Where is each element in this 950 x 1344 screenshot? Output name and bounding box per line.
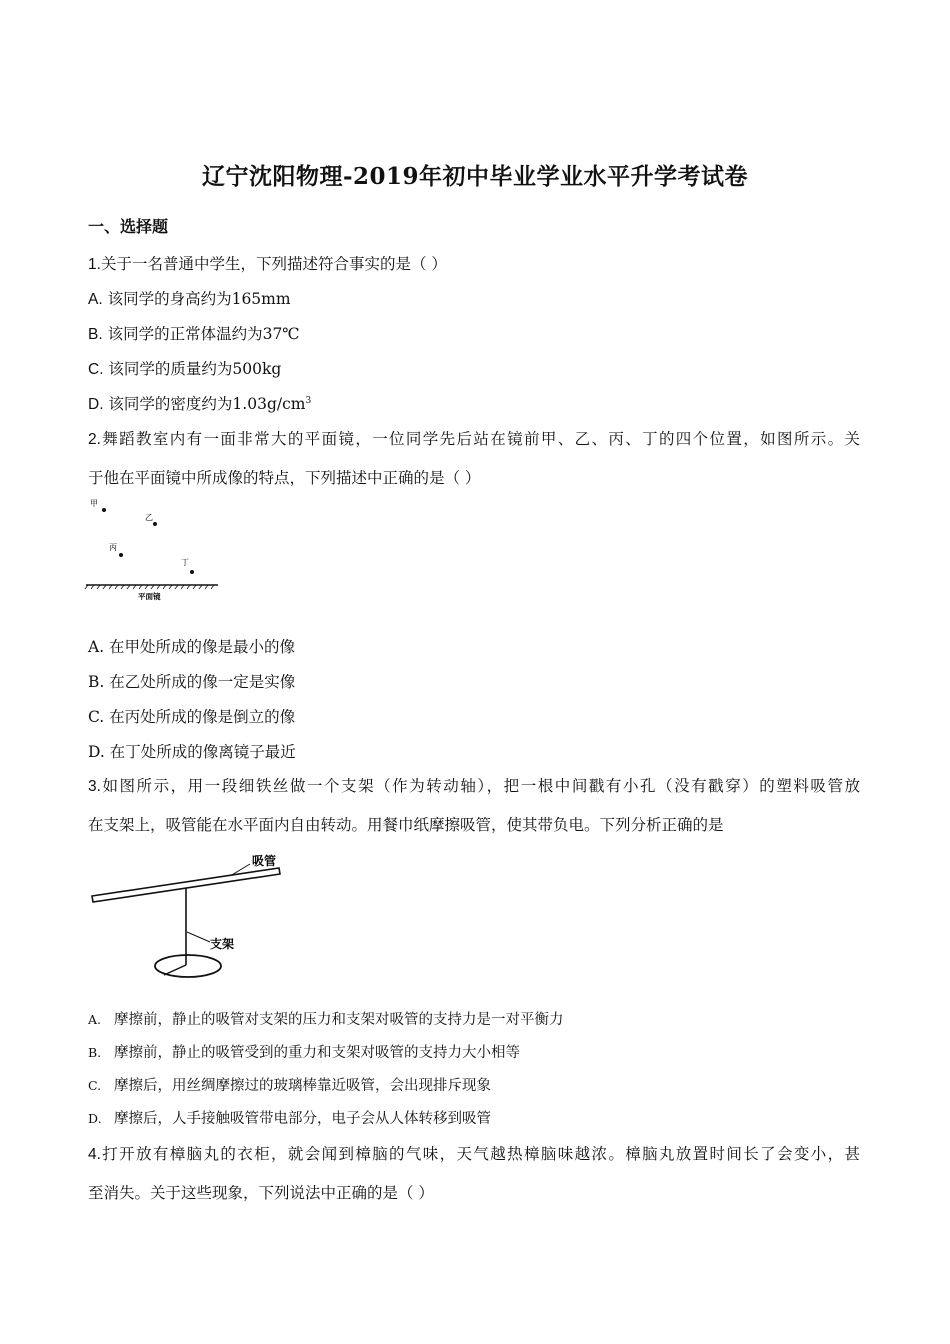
label-yi: 乙 <box>145 513 153 522</box>
point-ding <box>190 570 194 574</box>
q3-option-d: D. 摩擦后，人手接触吸管带电部分，电子会从人体转移到吸管 <box>88 1111 491 1127</box>
q2-option-d: D. 在丁处所成的像离镜子最近 <box>88 743 296 761</box>
q2-option-b: B. 在乙处所成的像一定是实像 <box>88 673 296 691</box>
question-4-stem-line-1: 4.打开放有樟脑丸的衣柜，就会闻到樟脑的气味，天气越热樟脑味越浓。樟脑丸放置时间长了会变小，甚 <box>88 1145 860 1163</box>
point-yi <box>153 522 157 526</box>
question-number: 2. <box>88 431 101 448</box>
question-number: 1. <box>88 256 101 273</box>
q3-option-c: C. 摩擦后，用丝绸摩擦过的玻璃棒靠近吸管，会出现排斥现象 <box>88 1078 491 1094</box>
straw-stand-figure <box>90 848 290 984</box>
q2-option-c: C. 在丙处所成的像是倒立的像 <box>88 708 296 726</box>
point-jia <box>102 508 106 512</box>
question-2-stem-line-1: 2.舞蹈教室内有一面非常大的平面镜，一位同学先后站在镜前甲、乙、丙、丁的四个位置，如图所示。关 <box>88 430 860 448</box>
superscript: 3 <box>305 396 312 406</box>
label-ding: 丁 <box>181 558 189 567</box>
question-3-stem-line-2: 在支架上，吸管能在水平面内自由转动。用餐巾纸摩擦吸管，使其带负电。下列分析正确的是 <box>88 816 724 834</box>
label-jia: 甲 <box>90 499 98 508</box>
stand-base <box>155 955 221 977</box>
q1-option-a: A. 该同学的身高约为165mm <box>88 290 291 308</box>
question-number: 3. <box>88 778 101 795</box>
question-3-stem-line-1: 3.如图所示，用一段细铁丝做一个支架（作为转动轴），把一根中间戳有小孔（没有戳穿）的塑料吸管放 <box>88 777 860 795</box>
q3-option-a: A. 摩擦前，静止的吸管对支架的压力和支架对吸管的支持力是一对平衡力 <box>88 1012 564 1028</box>
q1-option-b: B. 该同学的正常体温约为37℃ <box>88 325 300 343</box>
q1-option-d: D. 该同学的密度约为$1.03g/cm^3$ <box>88 395 312 413</box>
mirror-label: 平面镜 <box>138 592 161 601</box>
section-heading: 一、选择题 <box>88 217 169 236</box>
question-number: 4. <box>88 1146 101 1163</box>
stand-pointer <box>187 932 210 942</box>
q2-option-a: A. 在甲处所成的像是最小的像 <box>88 638 296 656</box>
mirror-positions-figure <box>84 494 224 604</box>
question-1-stem: 1.关于一名普通中学生，下列描述符合事实的是（ ） <box>88 255 447 273</box>
q1-option-c: C. 该同学的质量约为500kg <box>88 360 282 378</box>
stand-base-spoke <box>164 965 186 975</box>
straw-label: 吸管 <box>252 854 277 868</box>
q3-option-b: B. 摩擦前，静止的吸管受到的重力和支架对吸管的支持力大小相等 <box>88 1045 520 1061</box>
label-bing: 丙 <box>109 543 117 552</box>
question-4-stem-line-2: 至消失。关于这些现象，下列说法中正确的是（ ） <box>88 1184 434 1202</box>
page-title: 辽宁沈阳物理-2019年初中毕业学业水平升学考试卷 <box>201 163 749 190</box>
question-2-stem-line-2: 于他在平面镜中所成像的特点，下列描述中正确的是（ ） <box>88 469 481 487</box>
point-bing <box>119 553 123 557</box>
stand-label: 支架 <box>210 937 235 951</box>
